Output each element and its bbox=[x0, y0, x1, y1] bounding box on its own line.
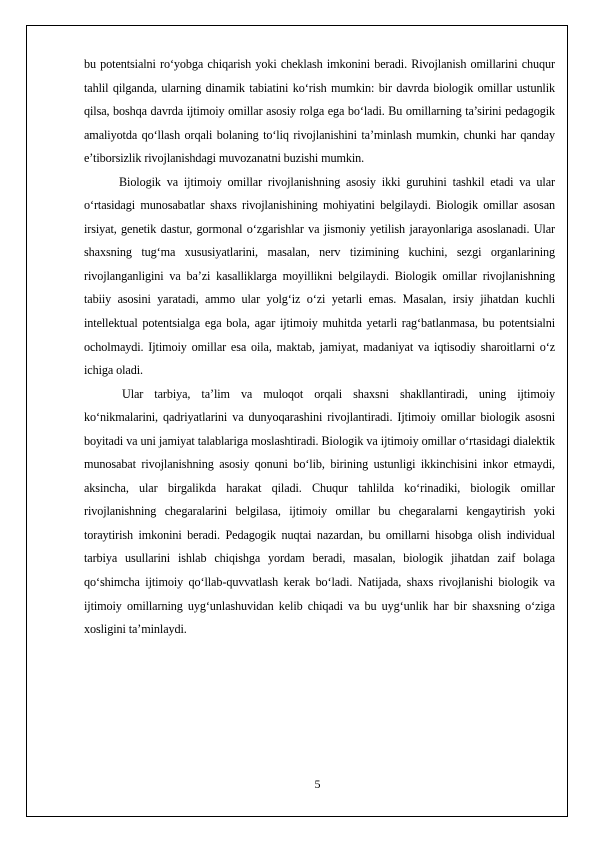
page-number: 5 bbox=[314, 777, 321, 791]
paragraph: Ular tarbiya, ta’lim va muloqot orqali shaxsni shakllantiradi, uning ijtimoiy ko‘nikmalarini, qadriyatlarini va dunyoqarashini rivojlantiradi. Ijtimoiy omillar biologik asosni boyitadi va uni jamiyat talablariga moslashtiradi. Biologik va ijtimoiy omillar o‘rtasidagi dialektik munosabat rivojlanishning asosiy qonuni bo‘lib, birining ustunligi ikkinchisini inkor etmaydi, aksincha, ular birgalikda harakat qiladi. Chuqur tahlilda ko‘rinadiki, biologik omillar rivojlanishning chegaralarini belgilasa, ijtimoiy omillar bu chegaralarni kengaytirish yoki toraytirish imkonini beradi. Pedagogik nuqtai nazardan, bu omillarni hisobga olish individual tarbiya usullarini ishlab chiqishga yordam beradi, masalan, biologik jihatdan zaif bolaga qo‘shimcha ijtimoiy qo‘llab-quvvatlash kerak bo‘ladi. Natijada, shaxs rivojlanishi biologik va ijtimoiy omillarning uyg‘unlashuvidan kelib chiqadi va bu uyg‘unlik har bir shaxsning o‘ziga xosligini ta’minlaydi. bbox=[84, 386, 555, 637]
paragraph: Biologik va ijtimoiy omillar rivojlanishning asosiy ikki guruhini tashkil etadi va ular o‘rtasidagi munosabatlar shaxs rivojlanishining mohiyatini belgilaydi. Biologik omillar asosan irsiyat, genetik dastur, gormonal o‘zgarishlar va jismoniy yetilish jarayonlariga asoslanadi. Ular shaxsning tug‘ma xususiyatlarini, masalan, nerv tizimining kuchini, sezgi organlarining rivojlanganligini va ba’zi kasalliklarga moyillikni belgilaydi. Biologik omillar rivojlanishning tabiiy asosini yaratadi, ammo ular yolg‘iz o‘zi yetarli emas. Masalan, irsiy jihatdan kuchli intellektual potentsialga ega bola, agar ijtimoiy muhitda yetarli rag‘batlanmasa, bu potentsialni ocholmaydi. Ijtimoiy omillar esa oila, maktab, jamiyat, madaniyat va iqtisodiy sharoitlarni o‘z ichiga oladi. bbox=[84, 174, 555, 378]
document-body bbox=[84, 53, 555, 642]
paragraph: bu potentsialni ro‘yobga chiqarish yoki cheklash imkonini beradi. Rivojlanish omillarini chuqur tahlil qilganda, ularning dinamik tabiatini ko‘rish mumkin: bir davrda biologik omillar ustunlik qilsa, boshqa davrda ijtimoiy omillar asosiy rolga ega bo‘ladi. Bu omillarning ta’sirini pedagogik amaliyotda qo‘llash orqali bolaning to‘liq rivojlanishini ta’minlash mumkin, chunki har qanday e’tiborsizlik rivojlanishdagi muvozanatni buzishi mumkin. bbox=[84, 57, 555, 166]
